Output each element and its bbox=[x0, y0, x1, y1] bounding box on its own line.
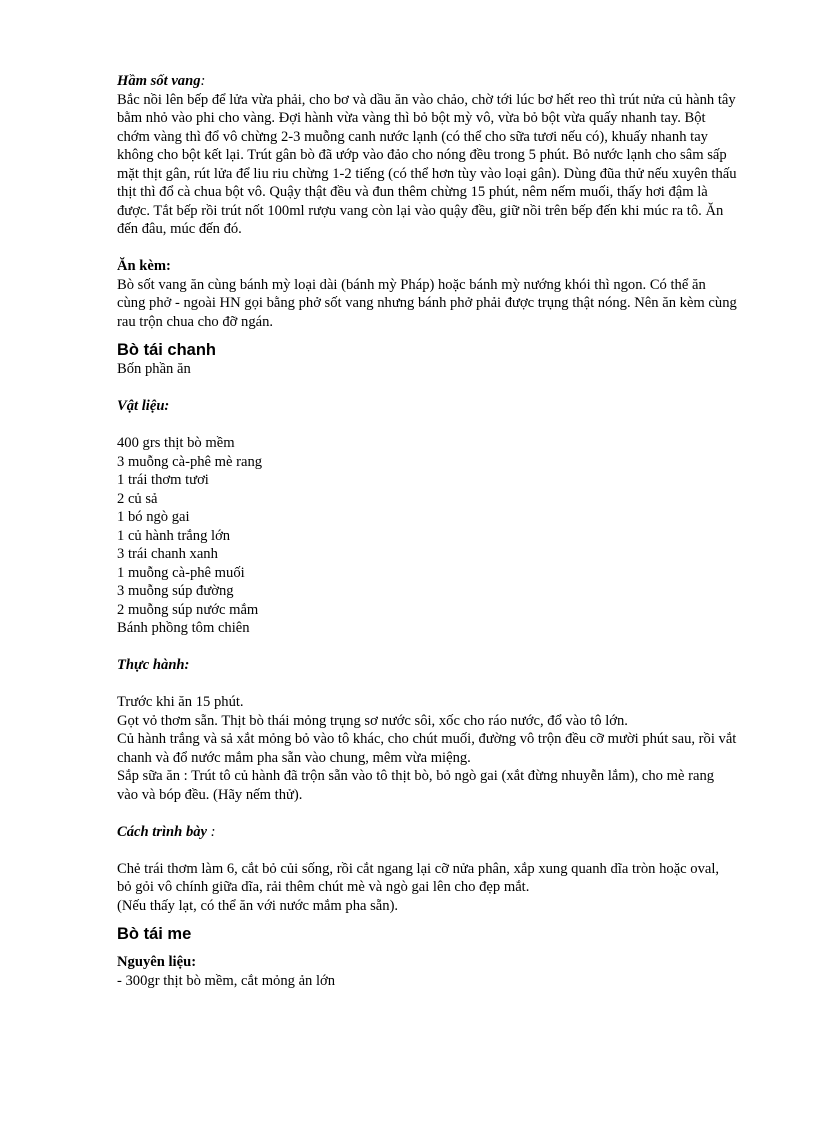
recipe-title-bo-tai-me: Bò tái me bbox=[117, 925, 192, 943]
method-step: Sắp sữa ăn : Trút tô củ hành đã trộn sẵn vào tô thịt bò, bỏ ngò gai (xắt đừng nhuyễn lắm), cho mè rang vào và bóp đều. (Hãy nếm thử). bbox=[117, 768, 715, 803]
list-item: Bánh phồng tôm chiên bbox=[117, 620, 250, 636]
ingredients-heading-bo-tai-me: Nguyên liệu: bbox=[117, 954, 197, 970]
ingredients-heading: Vật liệu: bbox=[117, 398, 170, 414]
ingredient-list bbox=[117, 434, 737, 638]
document-page bbox=[117, 72, 737, 990]
list-item: 3 muỗng súp đường bbox=[117, 583, 234, 599]
method-step: Củ hành trắng và sả xắt mỏng bỏ vào tô khác, cho chút muối, đường vô trộn đều cỡ mười phút sau, rồi vắt chanh và đổ nước mắm pha sẵn vào chung, mêm vừa miệng. bbox=[117, 731, 737, 766]
method-step: Trước khi ăn 15 phút. bbox=[117, 694, 244, 710]
ham-sot-vang-body: Bắc nồi lên bếp để lửa vừa phải, cho bơ và dầu ăn vào chảo, chờ tới lúc bơ hết reo thì trút nửa củ hành tây bằm nhỏ vào phi cho vàng. Đợi hành vừa vàng thì bỏ bột mỳ vô, vừa bỏ bột vừa quấy nhanh tay. Bột chớm vàng thì đổ vô chừng 2-3 muỗng canh nước lạnh (có thể cho sữa tươi nếu có), khuấy nhanh tay không cho bột kết lại. Trút gân bò đã ướp vào đảo cho nóng đều trong 5 phút. Bỏ nước lạnh cho sâm sấp mặt thịt gân, rút lửa để liu riu chừng 1-2 tiếng (có thể hơn tùy vào loại gân). Dùng đũa thử nếu xuyên thấu thịt thì đổ cà chua bột vô. Quậy thật đều và đun thêm chừng 15 phút, nêm nếm muối, thấy hơi đậm là được. Tắt bếp rồi trút nốt 100ml rượu vang còn lại vào quậy đều, giữ nồi trên bếp đến khi múc ra tô. Ăn đến đâu, múc đến đó. bbox=[117, 91, 737, 237]
recipe-title-bo-tai-chanh: Bò tái chanh bbox=[117, 341, 217, 359]
presentation-text: Chẻ trái thơm làm 6, cắt bỏ củi sống, rồi cắt ngang lại cỡ nửa phân, xắp xung quanh dĩa tròn hoặc oval, bỏ gỏi vô chính giữa dĩa, rải thêm chút mè và ngò gai lên cho đẹp mắt. bbox=[117, 860, 720, 895]
list-item: - 300gr thịt bò mềm, cắt mỏng ản lớn bbox=[117, 972, 336, 989]
list-item: 1 muỗng cà-phê muối bbox=[117, 564, 245, 581]
list-item: 3 trái chanh xanh bbox=[117, 546, 218, 562]
an-kem-body: Bò sốt vang ăn cùng bánh mỳ loại dài (bánh mỳ Pháp) hoặc bánh mỳ nướng khói thì ngon. Có thể ăn cùng phở - ngoài HN gọi bằng phở sốt vang nhưng bánh phở phải được trụng thật nóng. Nên ăn kèm cùng rau trộn chua cho đỡ ngán. bbox=[117, 276, 737, 330]
presentation-heading: Cách trình bày : bbox=[117, 823, 216, 840]
list-item: 2 muỗng súp nước mắm bbox=[117, 601, 259, 618]
section-heading-ham-sot-vang: Hầm sốt vang: bbox=[117, 73, 206, 89]
method-heading: Thực hành: bbox=[117, 657, 190, 673]
presentation-note: (Nếu thấy lạt, có thể ăn với nước mắm pha sẵn). bbox=[117, 897, 399, 914]
servings-text: Bốn phần ăn bbox=[117, 361, 191, 377]
list-item: 1 trái thơm tươi bbox=[117, 472, 209, 488]
list-item: 1 bó ngò gai bbox=[117, 509, 190, 525]
list-item: 3 muỗng cà-phê mè rang bbox=[117, 453, 263, 470]
method-step: Gọt vỏ thơm sẵn. Thịt bò thái mỏng trụng sơ nước sôi, xốc cho ráo nước, đổ vào tô lớn. bbox=[117, 712, 628, 729]
list-item: 400 grs thịt bò mềm bbox=[117, 435, 235, 451]
list-item: 2 củ sả bbox=[117, 490, 158, 507]
list-item: 1 củ hành trắng lớn bbox=[117, 527, 231, 544]
section-heading-an-kem: Ăn kèm: bbox=[117, 258, 171, 274]
